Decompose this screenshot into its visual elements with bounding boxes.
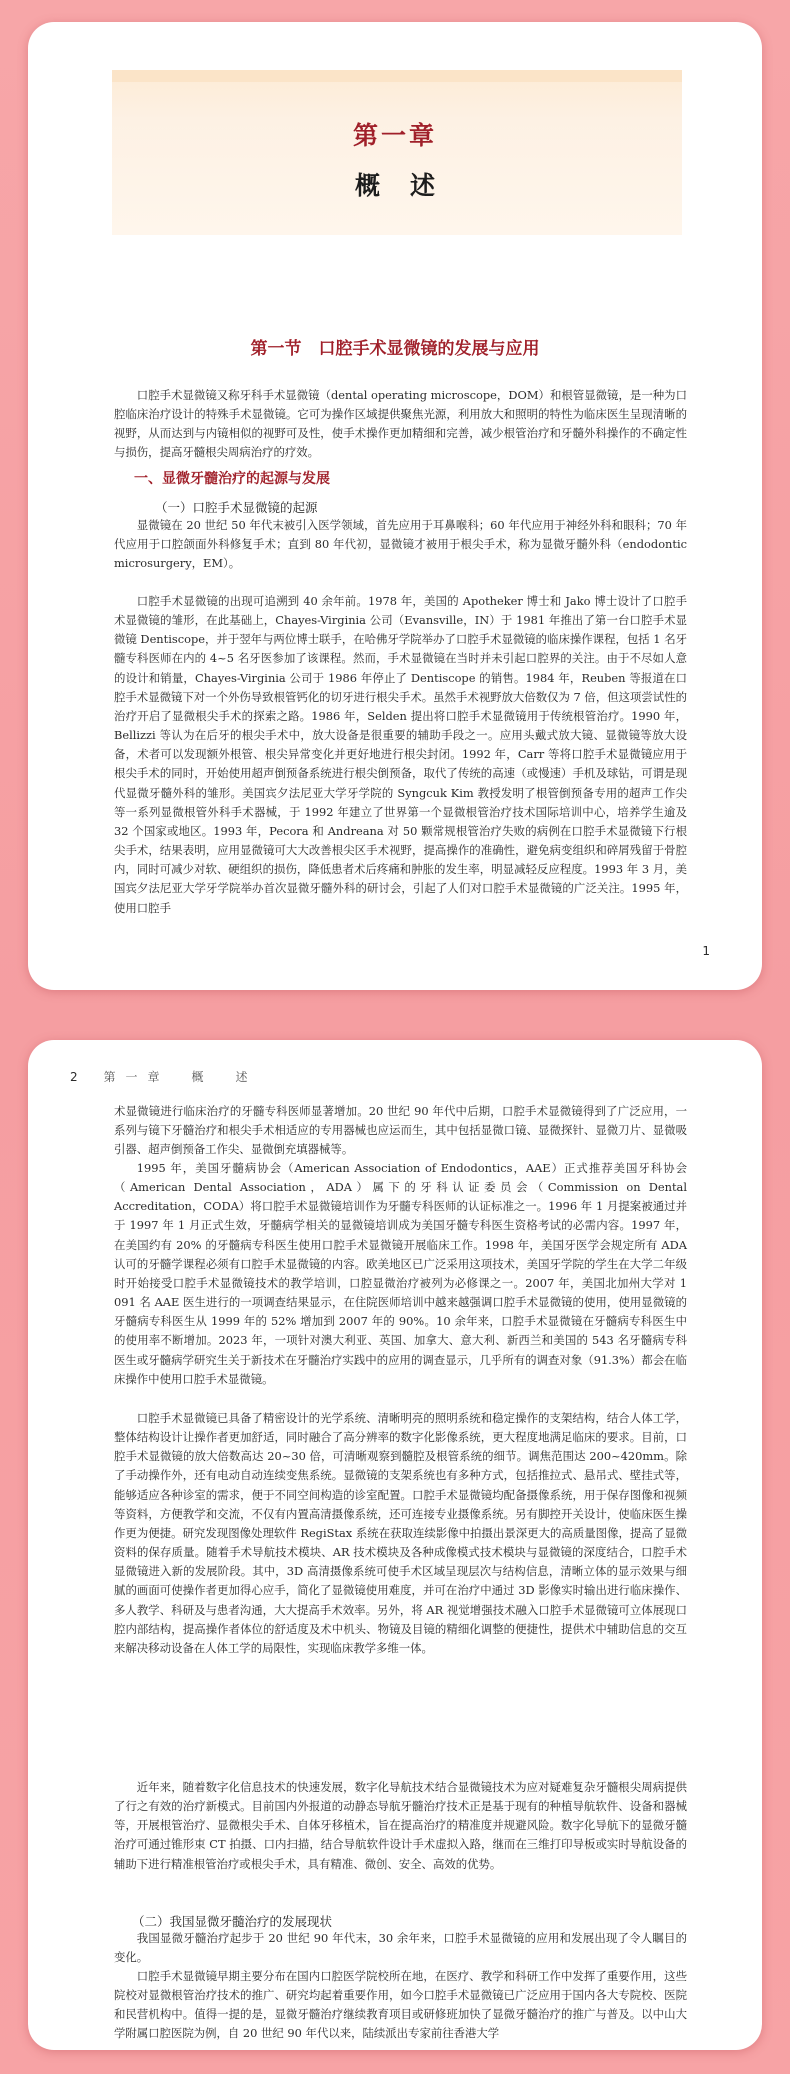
page-number: 1 (702, 944, 710, 958)
banner-strip (112, 70, 682, 82)
paragraph-digital-navigation: 近年来，随着数字化信息技术的快速发展，数字化导航技术结合显微镜技术为应对疑难复杂牙髓根尖周病提供了行之有效的治疗新模式。目前国内外报道的动静态导航牙髓治疗技术正是基于现有的种植导航软件、设备和器械等，开展根管治疗、显微根尖手术、自体牙移植术，旨在提高治疗的精准度并规避风险。数字化导航下的显微牙髓治疗可通过锥形束 CT 拍摄、口内扫描，结合导航软件设计手术虚拟入路，继而在三维打印导板或实时导航设备的辅助下进行精准根管治疗或根尖手术，具有精准、微创、安全、高效的优势。 (114, 1780, 687, 1871)
page-one (28, 22, 762, 990)
chapter-number: 第一章 (352, 121, 437, 150)
paragraph-china-spread: 口腔手术显微镜早期主要分布在国内口腔医学院校所在地，在医疗、教学和科研工作中发挥了重要作用，这些院校对显微根管治疗技术的推广、研究均起着重要作用，如今口腔手术显微镜已广泛应用于国内各大专院校、医院和民营机构中。值得一提的是，显微牙髓治疗继续教育项目或研修班加快了显微牙髓治疗的推广与普及。以中山大学附属口腔医院为例，自 20 世纪 90 年代以来，陆续派出专家前往香港大学 (114, 1969, 687, 2041)
paragraph-china-start: 我国显微牙髓治疗起步于 20 世纪 90 年代末，30 余年来，口腔手术显微镜的应用和发展出现了令人瞩目的变化。 (114, 1931, 687, 1965)
paragraph-origin: 显微镜在 20 世纪 50 年代末被引入医学领域，首先应用于耳鼻喉科；60 年代应用于神经外科和眼科；70 年代应用于口腔颌面外科修复手术；直到 80 年代初，显微镜才被用于根尖手术，称为显微牙髓外科（endodontic microsurgery，EM）。 (114, 518, 687, 571)
running-head (70, 1068, 257, 1085)
paragraph-design: 口腔手术显微镜已具备了精密设计的光学系统、清晰明亮的照明系统和稳定操作的支架结构，结合人体工学，整体结构设计让操作者更加舒适，同时融合了高分辨率的数字化影像系统，更大程度地满足临床的要求。目前，口腔手术显微镜的放大倍数高达 20~30 倍，可清晰观察到髓腔及根管系统的细节。调焦范围达 200~420mm。除了手动操作外，还有电动自动连续变焦系统。显微镜的支架系统也有多种方式，包括推拉式、悬吊式、壁挂式等，能够适应各种诊室的需求，便于不同空间构造的诊室配置。口腔手术显微镜均配备摄像系统，用于保存图像和视频等资料，方便教学和交流，不仅有内置高清摄像系统，还可连接专业摄像系统。另有脚控开关设计，使临床医生操作更为便捷。研究发现图像处理软件 RegiStax 系统在获取连续影像中拍摄出景深更大的高质量图像，提高了显微资料的保存质量。随着手术导航技术模块、AR 技术模块及各种成像模式技术模块与显微镜的深度结合，口腔手术显微镜进入新的发展阶段。其中，3D 高清摄像系统可使手术区域呈现层次与结构信息，清晰立体的显示效果与细腻的画面可使操作者更加得心应手，简化了显微镜使用难度，并可在治疗中通过 3D 影像实时输出进行临床操作、多人教学、科研及与患者沟通，大大提高手术效率。另外，将 AR 视觉增强技术融入口腔手术显微镜可立体展现口腔内部结构，提高操作者体位的舒适度及术中机头、物镜及目镜的精细化调整的便捷性，提供术中辅助信息的交互来解决移动设备在人体工学的局限性，实现临床教学多维一体。 (114, 1411, 687, 1655)
paragraph-history: 口腔手术显微镜的出现可追溯到 40 余年前。1978 年，美国的 Apotheker 博士和 Jako 博士设计了口腔手术显微镜的雏形，在此基础上，Chayes-Virginia 公司（Evansville，IN）于 1981 年推出了第一台口腔手术显微镜 Dentiscope，并于翌年与两位博士联手，在哈佛牙学院举办了口腔手术显微镜的临床操作课程，包括 1 名牙髓专科医师在内的 4~5 名牙医参加了该课程。然而，手术显微镜在当时并未引起口腔界的关注。由于不尽如人意的设计和销量，Chayes-Virginia 公司于 1986 年停止了 Dentiscope 的销售。1984 年，Reuben 等报道在口腔手术显微镜下对一个外伤导致根管钙化的切牙进行根尖手术。虽然手术视野放大倍数仅为 7 倍，但这项尝试性的治疗开启了显微根尖手术的探索之路。1986 年，Selden 提出将口腔手术显微镜用于传统根管治疗。1990 年，Bellizzi 等认为在后牙的根尖手术中，放大设备是很重要的辅助手段之一。应用头戴式放大镜、显微镜等放大设备，术者可以发现额外根管、根尖异常变化并更好地进行根尖封闭。1992 年，Carr 等将口腔手术显微镜应用于根尖手术的同时，开始使用超声倒预备系统进行根尖倒预备，取代了传统的高速（或慢速）手机及球钻，可谓是现代显微牙髓外科的雏形。美国宾夕法尼亚大学牙学院的 Syngcuk Kim 教授发明了根管倒预备专用的超声工作尖等一系列显微根管外科手术器械，于 1992 年建立了世界第一个显微根管治疗技术国际培训中心，培养学生逾及 32 个国家或地区。1993 年，Pecora 和 Andreana 对 50 颗常规根管治疗失败的病例在口腔手术显微镜下行根尖手术，结果表明，应用显微镜可大大改善根尖区手术视野，提高操作的准确性，避免病变组织和碎屑残留于骨腔内，同时可减少对软、硬组织的损伤，降低患者术后疼痛和肿胀的发生率，明显减轻反应程度。1993 年 3 月，美国宾夕法尼亚大学牙学院举办首次显微牙髓外科的研讨会，引起了人们对口腔手术显微镜的广泛关注。1995 年，使用口腔手 (114, 594, 687, 915)
paragraph-1995: 1995 年，美国牙髓病协会（American Association of Endodontics，AAE）正式推荐美国牙科协会（American Dental Association，ADA）属下的牙科认证委员会（Commission on Dental Accreditation，CODA）将口腔手术显微镜培训作为牙髓专科医师的认证标准之一。1996 年 1 月提案被通过并于 1997 年 1 月正式生效，牙髓病学相关的显微镜培训成为美国牙髓专科医生资格考试的必需内容。1997 年，在美国约有 20% 的牙髓病专科医生使用口腔手术显微镜开展临床工作。1998 年，美国牙医学会规定所有 ADA 认可的牙髓学课程必须有口腔手术显微镜的内容。欧美地区已广泛采用这项技术，美国牙学院的学生在大学二年级时开始接受口腔手术显微镜技术的教学培训，口腔显微治疗被列为必修课之一。2007 年，美国北加州大学对 1 091 名 AAE 医生进行的一项调查结果显示，在住院医师培训中越来越强调口腔手术显微镜的使用，使用显微镜的牙髓病专科医生从 1999 年的 52% 增加到 2007 年的 90%。10 余年来，口腔手术显微镜在牙髓病专科医生中的使用率不断增加。2023 年，一项针对澳大利亚、英国、加拿大、意大利、新西兰和美国的 543 名牙髓病专科医生或牙髓病学研究生关于新技术在牙髓治疗实践中的应用的调查显示，几乎所有的调查对象（91.3%）都会在临床操作中使用口腔手术显微镜。 (114, 1161, 687, 1386)
paragraph-continued: 术显微镜进行临床治疗的牙髓专科医师显著增加。20 世纪 90 年代中后期，口腔手术显微镜得到了广泛应用，一系列与镜下牙髓治疗和根尖手术相适应的专用器械也应运而生，其中包括显微口镜、显微探针、显微刀片、显微吸引器、超声倒预备工作尖、显微倒充填器械等。 (114, 1104, 687, 1157)
chapter-banner (112, 70, 682, 235)
chapter-title: 概述 (354, 171, 465, 200)
heading-origin-development: 一、显微牙髓治疗的起源与发展 (134, 471, 330, 487)
intro-paragraph: 口腔手术显微镜又称牙科手术显微镜（dental operating microscope，DOM）和根管显微镜，是一种为口腔临床治疗设计的特殊手术显微镜。它可为操作区域提供聚焦光源，利用放大和照明的特性为临床医生呈现清晰的视野，从而达到与内镜相似的视野可及性，使手术操作更加精细和完善，减少根管治疗和牙髓外科操作的不确定性与损伤，提高牙髓根尖周病治疗的疗效。 (114, 388, 687, 460)
subheading-microscope-origin: （一）口腔手术显微镜的起源 (155, 500, 318, 515)
page-two (28, 1040, 762, 2050)
subheading-china-status: （二）我国显微牙髓治疗的发展现状 (132, 1914, 333, 1929)
page-number: 2 (70, 1070, 78, 1084)
section-title: 第一节 口腔手术显微镜的发展与应用 (250, 339, 540, 359)
running-head-title: 第一章 概 述 (103, 1070, 258, 1084)
